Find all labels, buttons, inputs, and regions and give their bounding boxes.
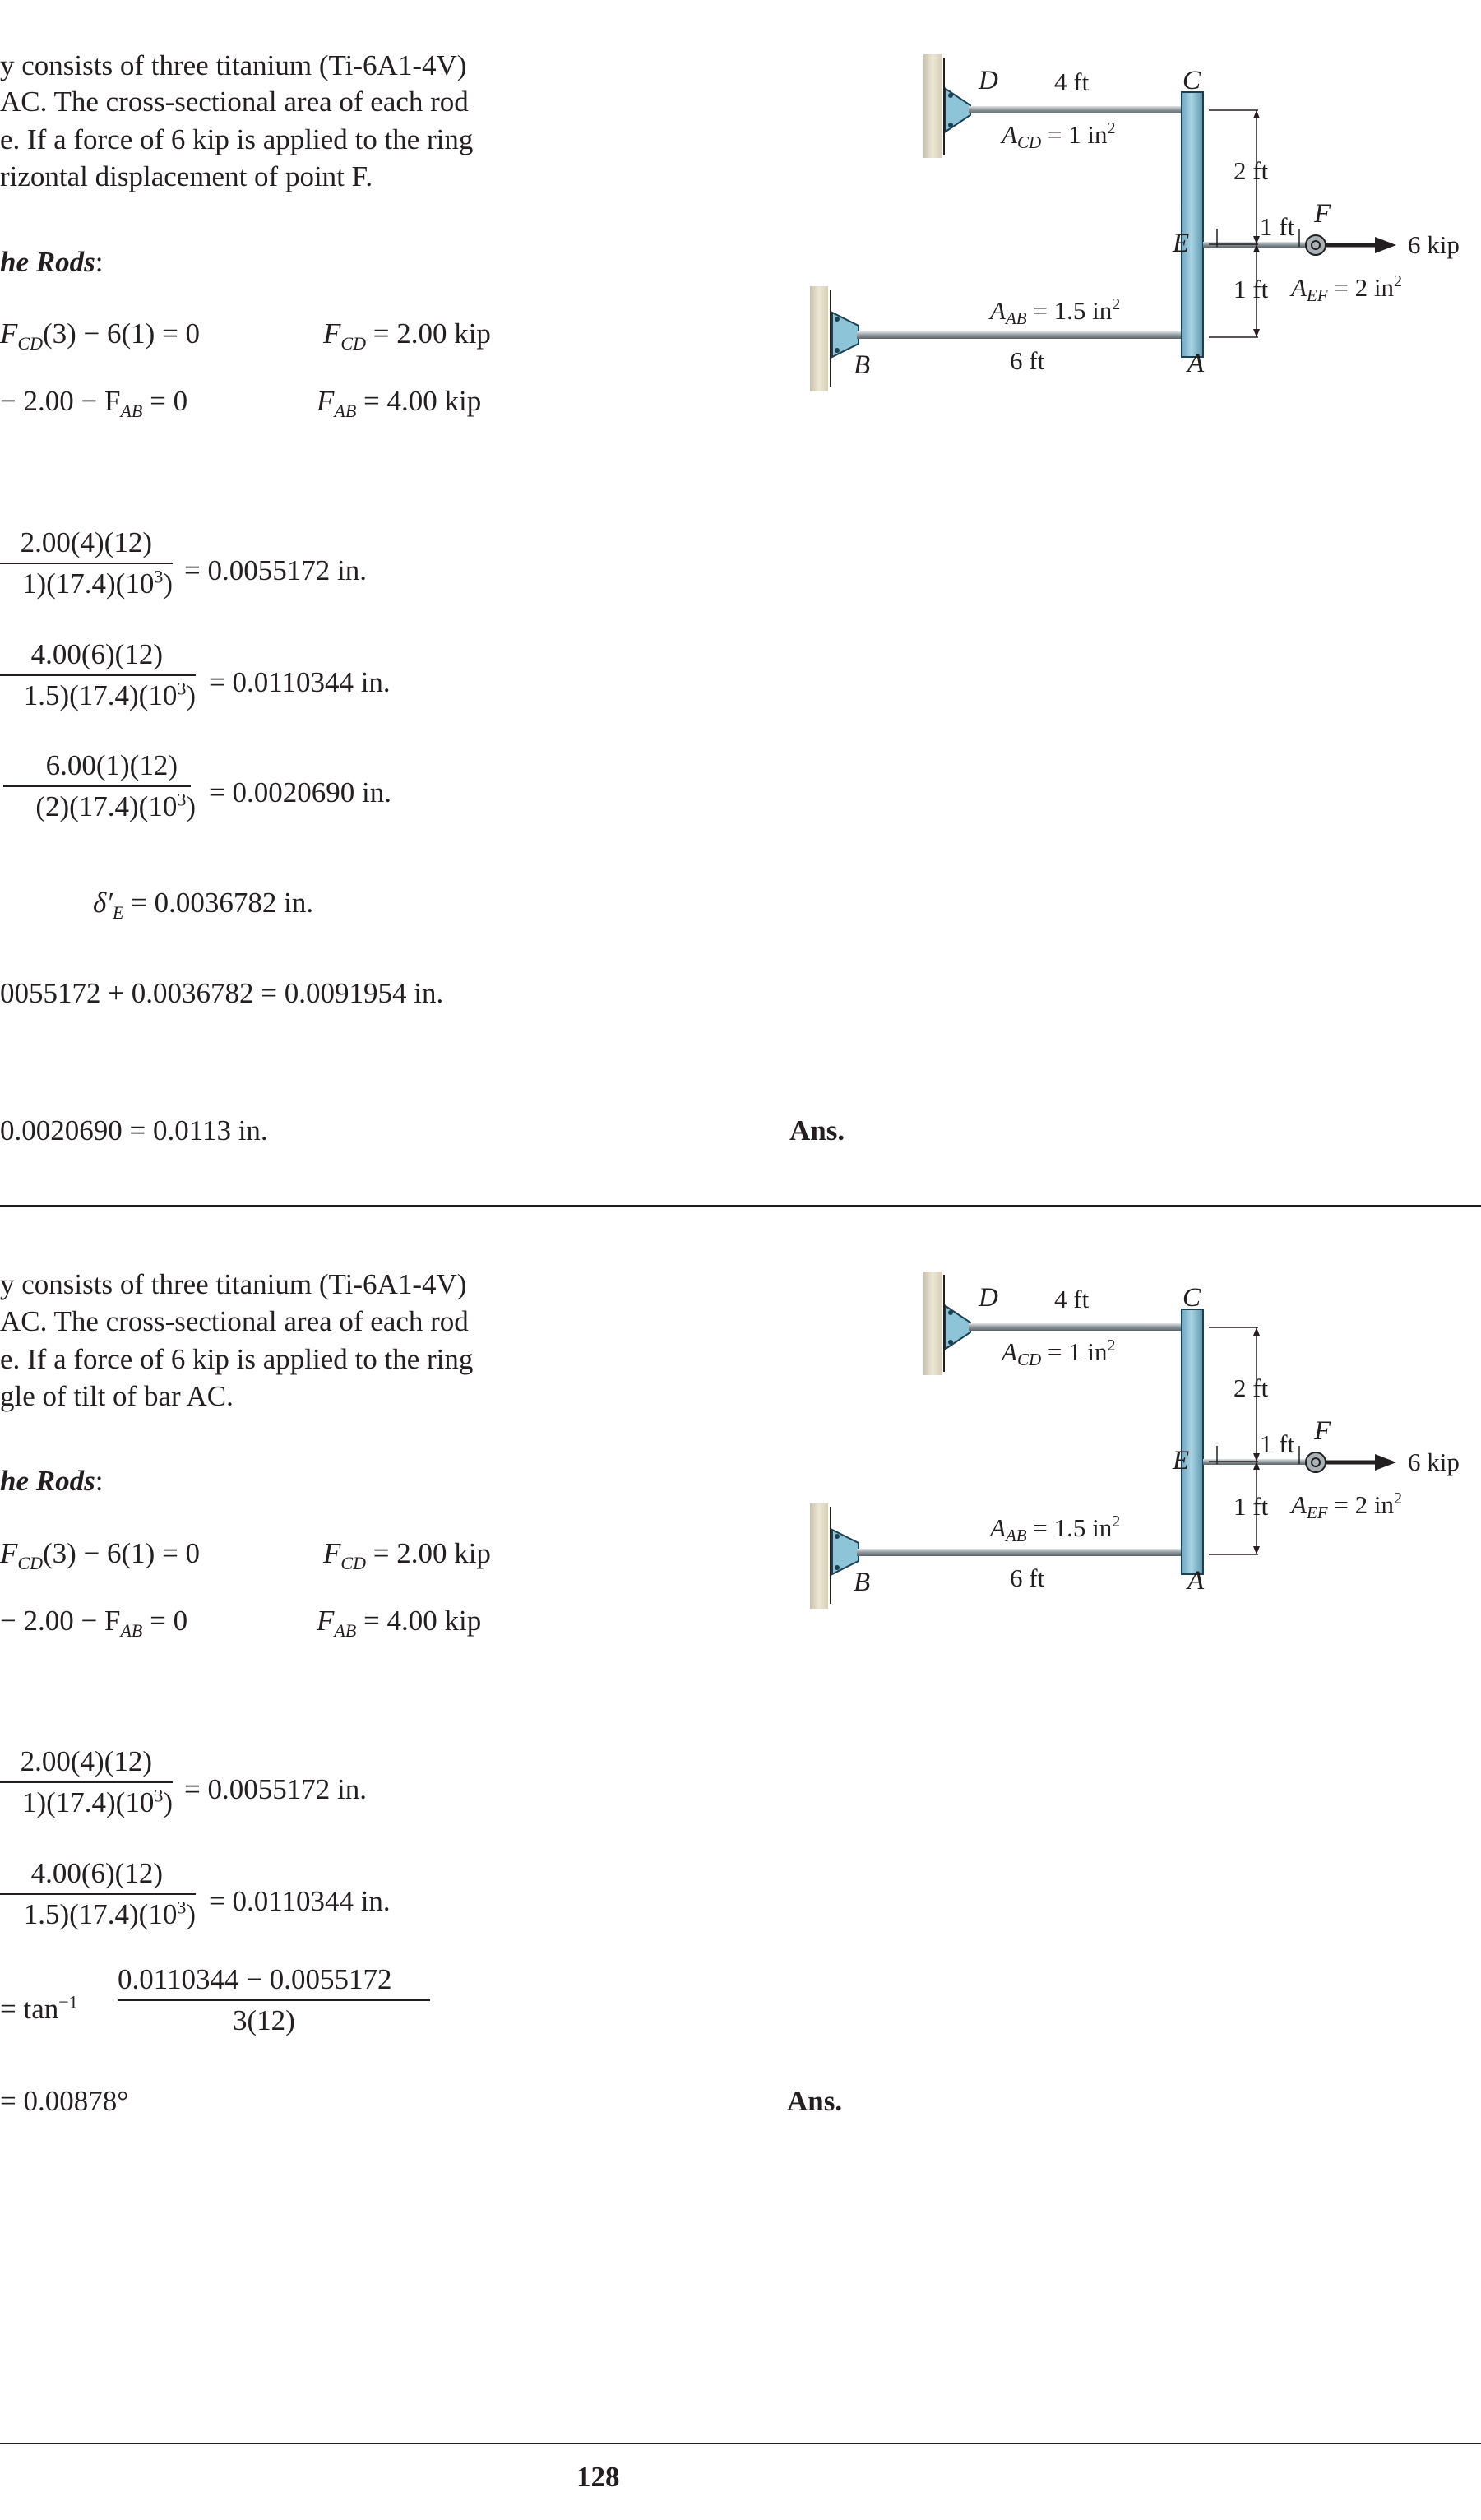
fraction-result: = 0.0055172 in. [184,554,367,586]
label-C: C [1182,1283,1201,1313]
wall-support-B [810,286,828,391]
bar-AC [1182,92,1203,357]
label-len-AB: 6 ft [1010,1563,1045,1592]
result-FCD: $F_{CD} = 2.00$ kip [323,317,491,354]
angle-result: = 0.00878° [0,2085,129,2117]
label-dim-CE: 2 ft [1233,156,1269,185]
result-FAB: $F_{AB} = 4.00$ kip [317,1605,482,1641]
label-dim-EA: 1 ft [1233,1492,1269,1521]
label-A: A [1187,1566,1205,1596]
fraction-result: = 0.0020690 in. [209,776,391,808]
label-area-CD: ACD = 1 $in^2$ [1002,119,1116,152]
tan-prefix: = $\tan^{-1}$ [0,1991,78,2025]
fraction-result: = 0.0110344 in. [209,1885,391,1917]
statement-line: AC. The cross-sectional area of each rod [0,1305,469,1337]
label-force: 6 kip [1408,230,1460,259]
fraction-delta-A: 4.00(6)(12) $1.5)(17.4)(10^3)$ [0,638,196,720]
label-area-EF: AEF = 2 $in^2$ [1291,272,1402,305]
result-FAB: $F_{AB} = 4.00$ kip [317,385,482,421]
rod-CD [969,106,1184,113]
fraction-delta-F-E: 6.00(1)(12) $(2)(17.4)(10^3)$ [0,749,196,832]
result-FCD: $F_{CD} = 2.00$ kip [323,1537,491,1573]
rod-assembly-figure-2 [789,1258,1460,1620]
statement-line: e. If a force of 6 kip is applied to the ring [0,123,474,155]
label-dim-EA: 1 ft [1233,275,1269,303]
statement-line: y consists of three titanium (Ti-6A1-4V) [0,1268,467,1300]
delta-F-sum: 0055172 + 0.0036782 = 0.0091954 in. [0,977,444,1009]
label-dim-EF: 1 ft [1260,212,1295,241]
section-heading: he Rods: [0,1465,104,1497]
delta-E-line: $\delta'_E = 0.0036782$ in. [93,887,314,923]
wall-support-D [923,1272,942,1375]
label-area-AB: AAB = 1.5 $in^2$ [990,1512,1121,1545]
rod-CD [969,1323,1184,1331]
statement-line: gle of tilt of bar AC. [0,1380,234,1412]
fraction-delta-C: 2.00(4)(12) $1)(17.4)(10^3)$ [0,1745,173,1827]
label-E: E [1173,229,1190,258]
label-dim-CE: 2 ft [1233,1373,1269,1402]
label-B: B [854,350,871,380]
label-E: E [1173,1446,1190,1475]
wall-support-D [923,54,942,158]
label-F: F [1314,1416,1331,1446]
label-A: A [1187,349,1205,378]
label-area-AB: AAB = 1.5 $in^2$ [990,295,1121,328]
statement-line: e. If a force of 6 kip is applied to the ring [0,1343,474,1375]
label-force: 6 kip [1408,1448,1460,1476]
equation-moment: $F_{CD}(3) - 6(1) = 0$ [0,1537,201,1573]
label-len-CD: 4 ft [1054,67,1090,96]
answer-marker: Ans. [789,1114,845,1147]
section-divider [0,1205,1481,1207]
fraction-delta-C: 2.00(4)(12) $1)(17.4)(10^3)$ [0,526,173,609]
arrow-head-icon [1375,1454,1396,1471]
equation-moment: $F_{CD}(3) - 6(1) = 0$ [0,317,201,354]
label-area-EF: AEF = 2 $in^2$ [1291,1489,1402,1522]
page-number: 128 [576,2461,620,2493]
fraction-result: = 0.0055172 in. [184,1773,367,1805]
answer-marker: Ans. [787,2085,843,2117]
final-answer: 0.0020690 = 0.0113 in. [0,1114,268,1147]
equation-force-sum: − $2.00 - F_{AB} = 0$ [0,385,188,421]
ring-F [1306,235,1326,255]
label-D: D [979,1283,998,1313]
fraction-delta-A: 4.00(6)(12) $1.5)(17.4)(10^3)$ [0,1857,196,1939]
label-area-CD: ACD = 1 $in^2$ [1002,1336,1116,1369]
statement-line: AC. The cross-sectional area of each rod [0,86,469,118]
ring-F [1306,1452,1326,1472]
label-len-CD: 4 ft [1054,1285,1090,1313]
wall-support-B [810,1503,828,1609]
section-heading: he Rods: [0,246,104,278]
equation-force-sum: − $2.00 - F_{AB} = 0$ [0,1605,188,1641]
rod-AB [857,1549,1186,1556]
label-D: D [979,66,998,95]
statement-line: rizontal displacement of point F. [0,160,373,192]
rod-assembly-figure-1 [789,41,1460,403]
label-dim-EF: 1 ft [1260,1429,1295,1458]
statement-line: y consists of three titanium (Ti-6A1-4V) [0,49,467,81]
label-C: C [1182,66,1201,95]
rod-AB [857,331,1186,339]
fraction-result: = 0.0110344 in. [209,666,391,698]
footer-rule [0,2443,1481,2444]
label-len-AB: 6 ft [1010,346,1045,375]
label-F: F [1314,199,1331,229]
arrow-head-icon [1375,237,1396,253]
bar-AC [1182,1309,1203,1574]
label-B: B [854,1568,871,1597]
tan-fraction: 0.0110344 − 0.0055172 3(12) [118,1963,430,2045]
